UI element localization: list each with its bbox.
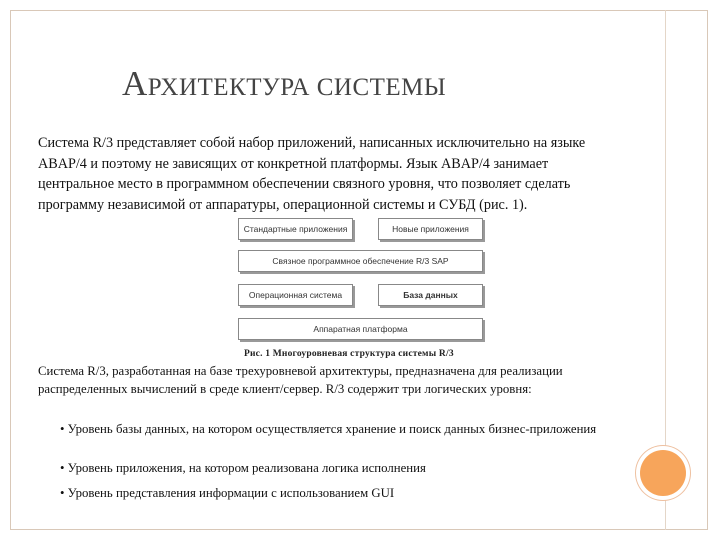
body-paragraph: Система R/3, разработанная на базе трехуровневой архитектуры, предназначена для реализации распределенных вычислений в среде клиент/сервер. R/3 содержит три логических уровня: [38, 364, 563, 396]
title-rest: РХИТЕКТУРА СИСТЕМЫ [147, 74, 447, 101]
figure-caption: Рис. 1 Многоуровневая структура системы R/3 [244, 349, 454, 359]
box-database: База данных [378, 284, 483, 306]
intro-paragraph: Система R/3 представляет собой набор приложений, написанных исключительно на языке ABAP/4 и поэтому не зависящих от конкретной платформы. Язык ABAP/4 занимает центральное место в программном обеспечении связного уровня, что позволяет сделать программу независимой от аппаратуры, операционной системы и СУБД (рис. 1). [38, 135, 586, 213]
box-standard-apps: Стандартные приложения [238, 218, 353, 240]
decorative-circle [640, 450, 686, 496]
title-initial: А [122, 64, 148, 103]
box-hardware: Аппаратная платформа [238, 318, 483, 340]
architecture-diagram [230, 210, 490, 350]
bullet-database-level: • Уровень базы данных, на котором осуществляется хранение и поиск данных бизнес-приложения [60, 422, 597, 436]
slide-title [122, 64, 622, 104]
box-middleware: Связное программное обеспечение R/3 SAP [238, 250, 483, 272]
box-new-apps: Новые приложения [378, 218, 483, 240]
box-os: Операционная система [238, 284, 353, 306]
bullet-application-level: • Уровень приложения, на котором реализована логика исполнения [60, 461, 426, 475]
bullet-presentation-level: • Уровень представления информации с использованием GUI [60, 486, 395, 500]
